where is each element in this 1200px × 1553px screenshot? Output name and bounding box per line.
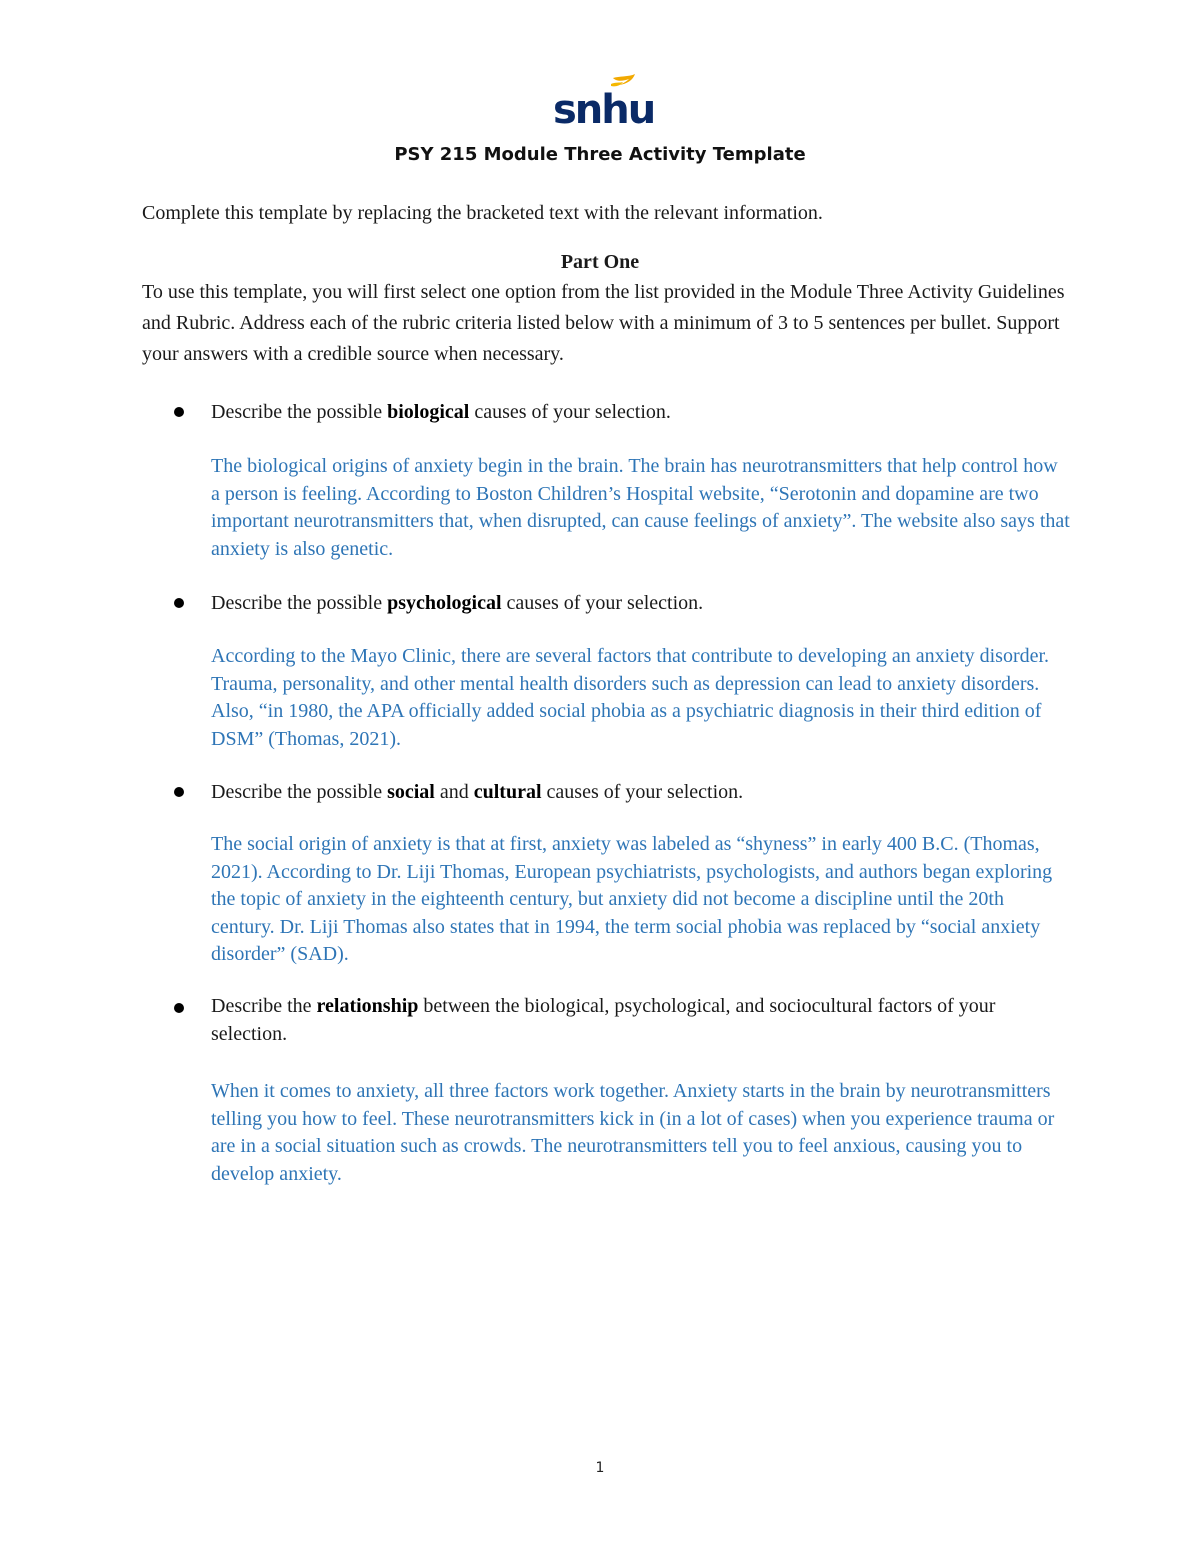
answer-psychological: According to the Mayo Clinic, there are several factors that contribute to developing an anxiety disorder. Trauma, personality, and other mental health disorders such as depression can lead to anxiety disorders. Also, “in 1980, the APA officially added social phobia as a psychiatric diagnosis in their third edition of DSM” (Thomas, 2021). xyxy=(211,645,1050,750)
bullet-icon xyxy=(174,598,184,608)
page-title: PSY 215 Module Three Activity Template xyxy=(394,144,806,165)
answer-social-cultural: The social origin of anxiety is that at first, anxiety was labeled as “shyness” in early 400 B.C. (Thomas, 2021). According to Dr. Liji Thomas, European psychiatrists, psychologists, and authors began exploring the topic of anxiety in the eighteenth century, but anxiety did not become a discipline until the 20th century. Dr. Liji Thomas also states that in 1994, the term social phobia was replaced by “social anxiety disorder” (SAD). xyxy=(211,833,1053,965)
prompt-relationship: Describe the relationship between the biological, psychological, and sociocultural factors of your selection. xyxy=(211,995,996,1045)
part-one-heading: Part One xyxy=(560,251,640,273)
prompt-biological: Describe the possible biological causes of your selection. xyxy=(211,401,671,423)
answer-relationship: When it comes to anxiety, all three factors work together. Anxiety starts in the brain by neurotransmitters telling you how to feel. These neurotransmitters kick in (in a lot of cases) when you experience trauma or are in a social situation such as crowds. The neurotransmitters tell you to feel anxious, causing you to develop anxiety. xyxy=(211,1080,1055,1185)
page-number: 1 xyxy=(595,1460,605,1476)
part-one-body: To use this template, you will first select one option from the list provided in the Module Three Activity Guidelines and Rubric. Address each of the rubric criteria listed below with a minimum of 3 to 5 sentences per bullet. Support your answers with a credible source when necessary. xyxy=(142,281,1065,365)
bullet-icon xyxy=(174,1003,184,1013)
snhu-logo xyxy=(553,74,655,133)
intro-text: Complete this template by replacing the bracketed text with the relevant information. xyxy=(142,202,823,224)
prompt-social-cultural: Describe the possible social and cultural causes of your selection. xyxy=(211,781,744,803)
answer-biological: The biological origins of anxiety begin in the brain. The brain has neurotransmitters that help control how a person is feeling. According to Boston Children’s Hospital website, “Serotonin and dopamine are two important neurotransmitters that, when disrupted, can cause feelings of anxiety”. The website also says that anxiety is also genetic. xyxy=(211,455,1070,560)
bullet-icon xyxy=(174,787,184,797)
logo-wordmark: snhu xyxy=(553,87,655,133)
prompt-psychological: Describe the possible psychological causes of your selection. xyxy=(211,592,704,614)
bullet-icon xyxy=(174,407,184,417)
